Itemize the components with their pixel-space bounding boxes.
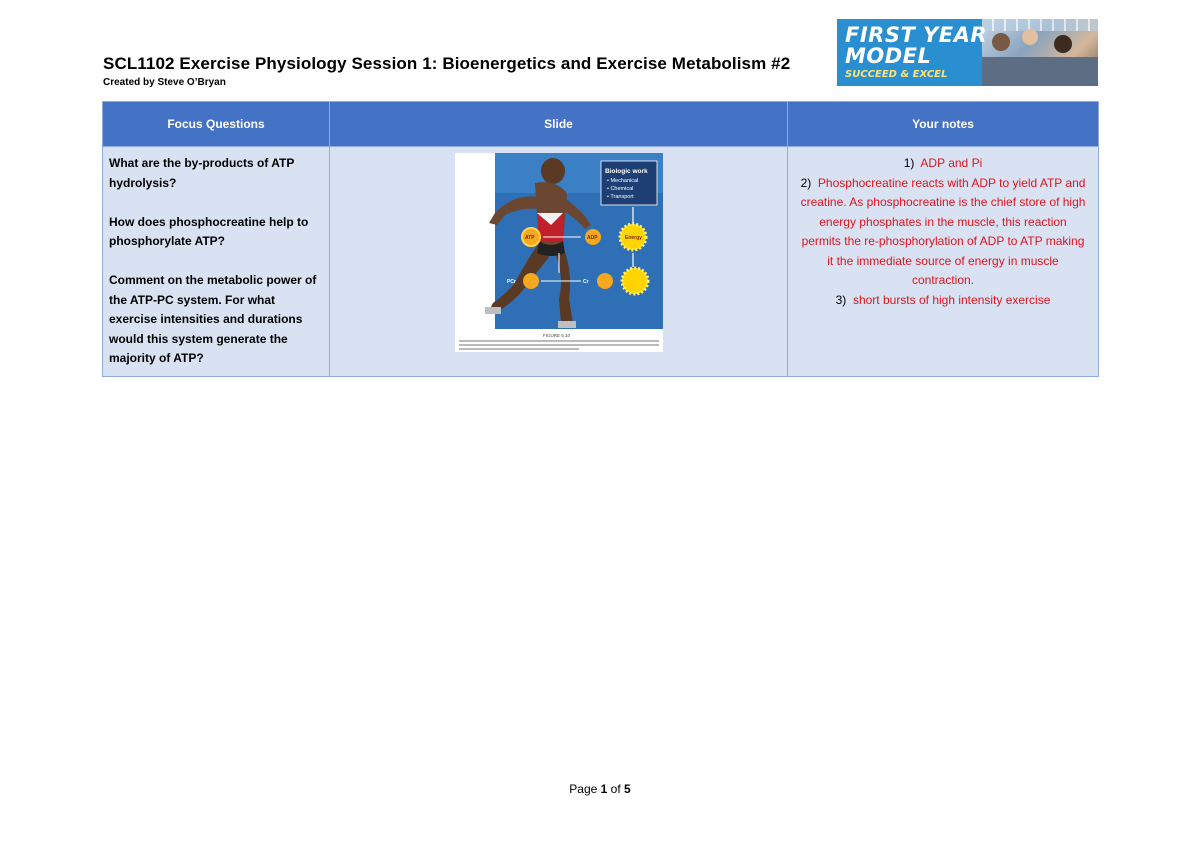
slide-cell [330, 147, 788, 377]
atp-label: ATP [524, 235, 535, 241]
question-3: Comment on the metabolic power of the ATP-PC system. For what exercise intensities and durations would this system generate the majority of ATP? [109, 273, 317, 365]
first-year-model-logo [837, 19, 1098, 86]
your-notes-cell [788, 147, 1099, 377]
table-header-row [103, 102, 1099, 147]
note-item-3: 3) short bursts of high intensity exercise [835, 292, 1051, 307]
question-2: How does phosphocreatine help to phosphorylate ATP? [109, 214, 309, 248]
note-item-1: 1) ADP and Pi [903, 156, 983, 170]
adp-label: ADP [586, 235, 598, 241]
box-item-transport: • Transport [606, 194, 634, 200]
focus-questions-cell [103, 147, 330, 377]
box-item-chemical: • Chemical [606, 186, 633, 192]
logo-tagline: SUCCEED & EXCEL [845, 69, 948, 80]
figure-label: FIGURE 5.10 [542, 333, 570, 338]
cr-label: Cr [582, 279, 589, 285]
note-answer-1: ADP and Pi [920, 156, 983, 170]
students-photo [982, 19, 1098, 86]
note-answer-2: Phosphocreatine reacts with ADP to yield ATP and creatine. As phosphocreatine is the chief store of high energy phosphates in the muscle, this reaction permits the re-phosphorylation of ADP to ATP making it the immediate source of energy in muscle contraction. [800, 175, 1086, 287]
total-pages: 5 [624, 782, 631, 796]
column-your-notes: Your notes [788, 102, 1099, 147]
table-row [103, 147, 1099, 377]
question-1: What are the by-products of ATP hydrolysis? [109, 156, 295, 190]
document-title: SCL1102 Exercise Physiology Session 1: Bioenergetics and Exercise Metabolism #2 [103, 54, 791, 73]
energy-label-top: Energy [624, 235, 642, 241]
document-author: Created by Steve O’Bryan [103, 77, 226, 88]
column-slide: Slide [330, 102, 788, 147]
box-title: Biologic work [604, 168, 648, 175]
pcr-label: PCr [506, 279, 516, 285]
note-item-2: 2) Phosphocreatine reacts with ADP to yield ATP and creatine. As phosphocreatine is the chief store of high energy phosphates in the muscle, this reaction permits the re-phosphorylation of ADP to ATP making it the immediate source of energy in muscle contraction. [800, 175, 1086, 287]
note-answer-3: short bursts of high intensity exercise [852, 292, 1051, 307]
current-page: 1 [600, 782, 608, 796]
slide-image [455, 153, 663, 352]
page-footer: Page 1 of 5 [569, 782, 631, 796]
logo-line-2: MODEL [845, 44, 932, 68]
column-focus-questions: Focus Questions [103, 102, 330, 147]
notes-table [102, 101, 1099, 377]
logo-line-1: FIRST YEAR [845, 23, 988, 47]
notes-list [798, 154, 1088, 310]
biologic-work-box [601, 161, 657, 205]
box-item-mechanical: • Mechanical [606, 178, 638, 184]
